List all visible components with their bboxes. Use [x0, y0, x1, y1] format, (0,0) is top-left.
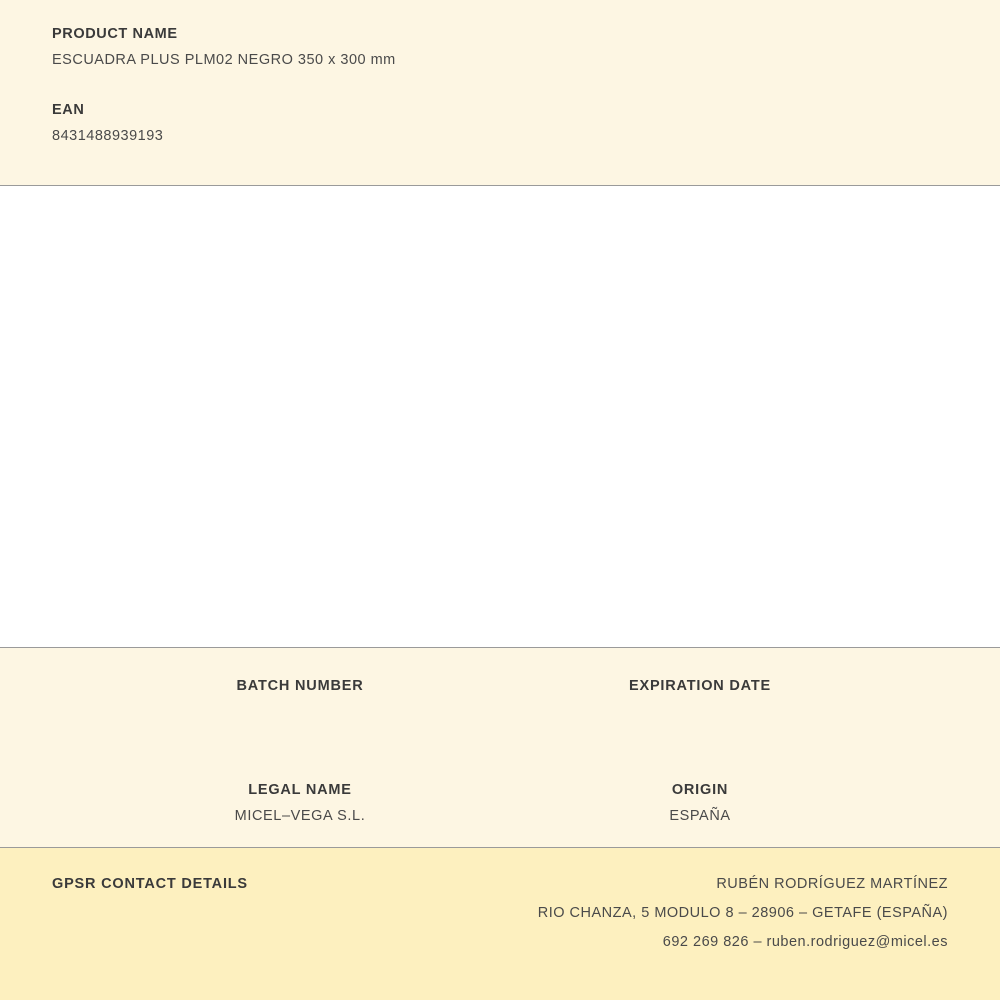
- gpsr-contact-phone-email: 692 269 826 – ruben.rodriguez@micel.es: [662, 934, 948, 950]
- expiration-date-value: [510, 704, 890, 722]
- gpsr-contact-title: GPSR CONTACT DETAILS: [52, 876, 248, 892]
- legal-name-value: MICEL–VEGA S.L.: [234, 808, 366, 824]
- gpsr-contact-block: [538, 876, 948, 950]
- ean-label: EAN: [52, 102, 85, 118]
- batch-number-value: [110, 704, 490, 722]
- product-image-area: [0, 186, 1000, 648]
- gpsr-contact-name: RUBÉN RODRÍGUEZ MARTÍNEZ: [716, 876, 948, 892]
- batch-number-cell: [100, 678, 500, 722]
- details-grid-row-2: [100, 782, 900, 826]
- expiration-date-label: EXPIRATION DATE: [629, 678, 771, 694]
- batch-number-label: BATCH NUMBER: [236, 678, 364, 694]
- gpsr-contact-address: RIO CHANZA, 5 MODULO 8 – 28906 – GETAFE (ESPAÑA): [537, 905, 948, 921]
- origin-value: ESPAÑA: [669, 808, 731, 824]
- product-details-section: [0, 648, 1000, 848]
- details-grid-row-1: [100, 678, 900, 722]
- expiration-date-cell: [500, 678, 900, 722]
- ean-block: [52, 102, 948, 144]
- legal-name-label: LEGAL NAME: [248, 782, 352, 798]
- product-name-label: PRODUCT NAME: [52, 26, 178, 42]
- product-header-section: [0, 0, 1000, 186]
- gpsr-footer: [0, 848, 1000, 1000]
- origin-cell: [500, 782, 900, 826]
- legal-name-cell: [100, 782, 500, 826]
- product-name-block: [52, 26, 948, 68]
- ean-value: 8431488939193: [52, 128, 164, 144]
- product-name-value: ESCUADRA PLUS PLM02 NEGRO 350 x 300 mm: [52, 52, 396, 68]
- origin-label: ORIGIN: [671, 782, 729, 798]
